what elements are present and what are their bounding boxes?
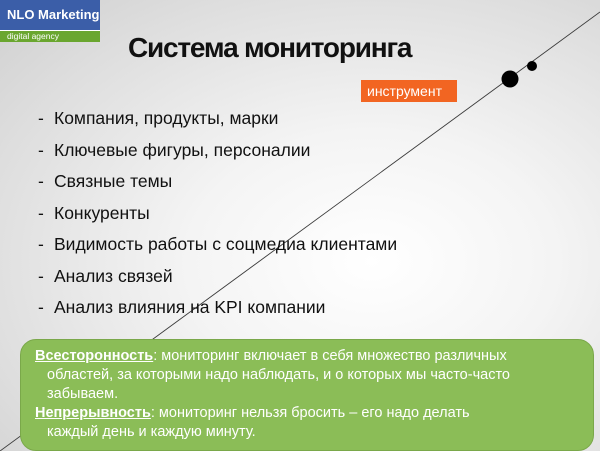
large-dot <box>502 71 519 88</box>
bullet-item: - Видимость работы с соцмедиа клиентами <box>38 232 397 264</box>
company-logo <box>0 0 100 42</box>
logo-name: NLO Marketing <box>0 0 100 30</box>
bullet-list <box>38 106 397 327</box>
bullet-item: - Ключевые фигуры, персоналии <box>38 138 397 170</box>
summary-paragraph-comprehensiveness <box>35 347 581 404</box>
summary-text: забываем. <box>47 386 119 402</box>
term-continuity: Непрерывность <box>35 405 151 421</box>
summary-paragraph-continuity <box>35 404 581 442</box>
bullet-item: - Конкуренты <box>38 201 397 233</box>
bullet-item: - Компания, продукты, марки <box>38 106 397 138</box>
bullet-item: - Связные темы <box>38 169 397 201</box>
summary-text: : мониторинг нельзя бросить – его надо делать <box>150 405 470 421</box>
instrument-tag: инструмент <box>361 80 457 102</box>
slide-title: Система мониторинга <box>128 32 412 63</box>
summary-text: : мониторинг включает в себя множество различных <box>153 348 507 364</box>
term-comprehensiveness: Всесторонность <box>35 348 154 364</box>
logo-tagline: digital agency <box>0 31 100 42</box>
summary-text: каждый день и каждую минуту. <box>47 424 256 440</box>
small-dot <box>527 61 537 71</box>
summary-box <box>20 339 594 451</box>
bullet-item: - Анализ связей <box>38 264 397 296</box>
bullet-item: - Анализ влияния на KPI компании <box>38 295 397 327</box>
summary-text: областей, за которыми надо наблюдать, и о которых мы часто-часто <box>47 367 510 383</box>
